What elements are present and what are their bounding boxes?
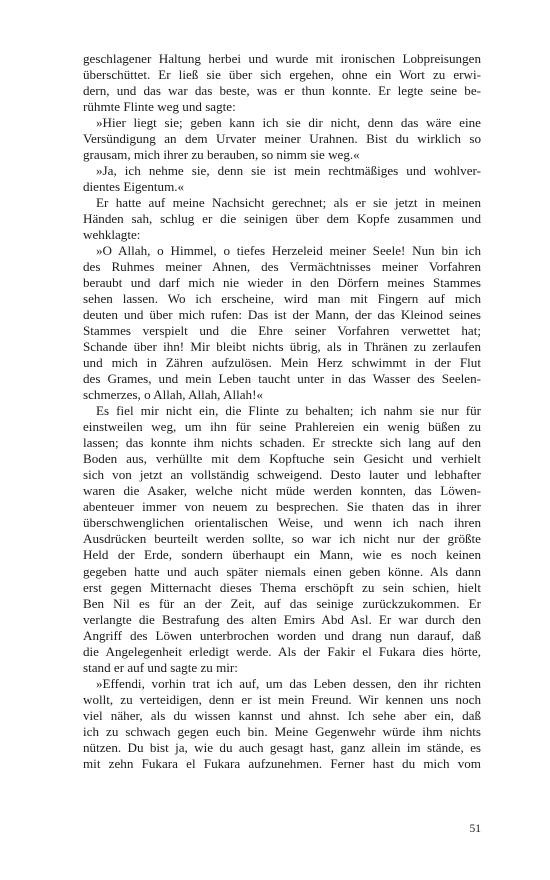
text-line: Angriff des Löwen unterbrochen worden und drang nun darauf, daß (83, 627, 481, 643)
text-line: erst gegen Mitternacht dieses Thema erschöpft zu sein schien, hielt (83, 579, 481, 595)
text-line: stand er auf und sagte zu mir: (83, 659, 238, 675)
text-line: deuten und über mich rufen: Das ist der Mann, der das Kleinod seines (83, 307, 481, 323)
text-line: Held der Erde, sondern überhaupt ein Mann, wie es noch keinen (83, 547, 481, 563)
text-line: Ausdrücken beurteilt werden sollte, so war ich nicht nur der größte (83, 531, 481, 547)
text-line: und mich in Zähren aufzulösen. Mein Herz schwimmt in der Flut (83, 355, 481, 371)
text-line: Er hatte auf meine Nachsicht gerechnet; als er sie jetzt in meinen (96, 195, 481, 211)
text-line: Es fiel mir nicht ein, die Flinte zu behalten; ich nahm sie nur für (96, 403, 481, 419)
text-line: beraubt und darf mich nie wieder in den Dörfern meines Stammes (83, 275, 481, 291)
text-line: schmerzes, o Allah, Allah, Allah!« (83, 387, 263, 403)
text-line: wehklagte: (83, 227, 141, 243)
text-line: Boden aus, verhüllte mit dem Kopftuche sein Gesicht und verhielt (83, 451, 481, 467)
text-line: sich von jetzt an vollständig schweigend. Desto lauter und lebhafter (83, 467, 481, 483)
text-line: die Angelegenheit erledigt werde. Als der Fakir el Fukara dies hörte, (83, 643, 481, 659)
text-line: überschwenglichen orientalischen Weise, und wenn ich nach ihren (83, 515, 481, 531)
text-line: dientes Eigentum.« (83, 179, 185, 195)
text-line: »Ja, ich nehme sie, denn sie ist mein rechtmäßiges und wohlver- (96, 163, 481, 179)
text-line: mit zehn Fukara el Fukara aufzunehmen. Ferner hast du mich vom (83, 755, 481, 771)
text-line: ich zu schwach gegen euch bin. Meine Gegenwehr würde ihm nichts (83, 723, 481, 739)
text-line: gegeben hatte und auch später niemals einen geben könne. Als dann (83, 563, 481, 579)
text-line: Ben Nil es für an der Zeit, auf das seinige zurückzukommen. Er (83, 595, 481, 611)
text-line: Stammes verspielt und die Ehre seiner Vorfahren verwettet hat; (83, 323, 481, 339)
text-line: einstweilen weg, um ihn für seine Prahlereien ein wenig büßen zu (83, 419, 481, 435)
text-line: viel näher, als du wissen kannst und ahnst. Ich sehe aber ein, daß (83, 707, 481, 723)
text-line: rühmte Flinte weg und sagte: (83, 99, 236, 115)
text-line: nützen. Du bist ja, wie du auch gesagt hast, ganz allein im stände, es (83, 739, 481, 755)
text-line: Versündigung an dem Urvater meiner Urahnen. Bist du wirklich so (83, 131, 481, 147)
text-line: sehen lassen. Wo ich erscheine, wird man mit Fingern auf mich (83, 291, 481, 307)
text-line: waren die Asaker, welche nicht müde werden konnten, das Löwen- (83, 483, 481, 499)
text-line: »Hier liegt sie; geben kann ich sie dir nicht, denn das wäre eine (96, 115, 481, 131)
text-line: grausam, mich ihrer zu berauben, so nimm sie weg.« (83, 147, 360, 163)
text-line: des Ruhmes meiner Ahnen, des Vermächtnisses meiner Vorfahren (83, 259, 481, 275)
text-line: des Grames, und mein Leben taucht unter in das Wasser des Seelen- (83, 371, 481, 387)
text-line: verlangte die Bestrafung des alten Emirs Abd Asl. Er war durch den (83, 611, 481, 627)
text-line: Schande über ihn! Mir bleibt nichts übrig, als in Thränen zu zerlaufen (83, 339, 481, 355)
text-line: »Effendi, vorhin trat ich auf, um das Leben dessen, den ihr richten (96, 675, 481, 691)
text-line: dern, und das war das beste, was er thun konnte. Er legte seine be- (83, 83, 481, 99)
text-line: Händen sah, schlug er die seinigen über dem Kopfe zusammen und (83, 211, 481, 227)
text-line: abenteuer immer von neuem zu besprechen. Sie thaten das in ihrer (83, 499, 481, 515)
body-text (83, 51, 481, 772)
page-number: 51 (469, 823, 481, 835)
text-line: überschüttet. Er ließ sie über sich ergehen, ohne ein Wort zu erwi- (83, 67, 481, 83)
text-line: geschlagener Haltung herbei und wurde mit ironischen Lobpreisungen (83, 51, 481, 66)
text-line: lassen; das konnte ihm nichts schaden. Er streckte sich lang auf den (83, 435, 481, 451)
text-line: »O Allah, o Himmel, o tiefes Herzeleid meiner Seele! Nun bin ich (96, 243, 481, 259)
text-line: wollt, zu verteidigen, denn er ist mein Freund. Wir kennen uns noch (83, 691, 481, 707)
